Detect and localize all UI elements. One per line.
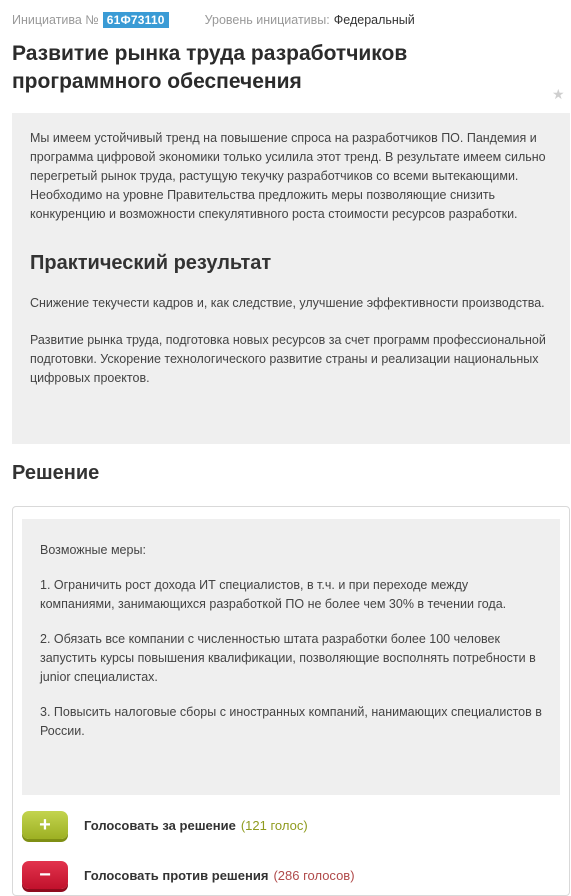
solution-text-panel	[22, 519, 560, 795]
vote-up-row	[22, 811, 308, 839]
vote-down-button[interactable]: −	[22, 861, 68, 889]
solution-item: 3. Повысить налоговые сборы с иностранных компаний, нанимающих специалистов в России.	[40, 705, 542, 738]
vote-up-button[interactable]: +	[22, 811, 68, 839]
vote-up-count: (121 голос)	[240, 817, 308, 833]
vote-up-label[interactable]: Голосовать за решение	[84, 817, 236, 833]
practical-result-paragraph-1: Снижение текучести кадров и, как следствие, улучшение эффективности производства.	[30, 296, 545, 310]
solution-item: Возможные меры:	[40, 543, 146, 557]
practical-result-paragraph-2: Развитие рынка труда, подготовка новых ресурсов за счет программ профессиональной подготовки. Ускорение технологического развитие страны и реализации национальных цифровых проектов.	[30, 333, 546, 385]
initiative-meta	[12, 12, 415, 28]
initiative-number-badge: 61Ф73110	[103, 12, 169, 28]
solution-item: 2. Обязать все компании с численностью штата разработки более 100 человек запустить курсы повышения квалификации, позволяющие восполнять потребности в junior специалистах.	[40, 632, 536, 684]
description-panel	[12, 113, 570, 444]
page-title: Развитие рынка труда разработчиков программного обеспечения	[12, 42, 408, 93]
solution-card	[12, 506, 570, 896]
vote-down-label[interactable]: Голосовать против решения	[84, 867, 269, 883]
star-icon[interactable]: ★	[552, 86, 565, 102]
solution-item: 1. Ограничить рост дохода ИТ специалистов, в т.ч. и при переходе между компаниями, занимающихся разработкой ПО не более чем 30% в течении года.	[40, 578, 507, 611]
initiative-level-label: Уровень инициативы:	[204, 13, 330, 27]
vote-down-row	[22, 861, 355, 889]
solution-heading: Решение	[12, 462, 100, 484]
initiative-level-value: Федеральный	[333, 13, 415, 27]
vote-down-count: (286 голосов)	[273, 867, 355, 883]
initiative-number-label: Инициатива №	[12, 13, 99, 27]
practical-result-heading: Практический результат	[30, 252, 272, 274]
description-intro: Мы имеем устойчивый тренд на повышение спроса на разработчиков ПО. Пандемия и программа цифровой экономики только усилила этот тренд. В результате имеем сильно перегретый рынок труда, растущую текучку разработчиков со всеми вытекающими. Необходимо на уровне Правительства предложить меры позволяющие снизить конкуренцию и возможности спекулятивного роста стоимости ресурсов разработки.	[30, 131, 546, 221]
